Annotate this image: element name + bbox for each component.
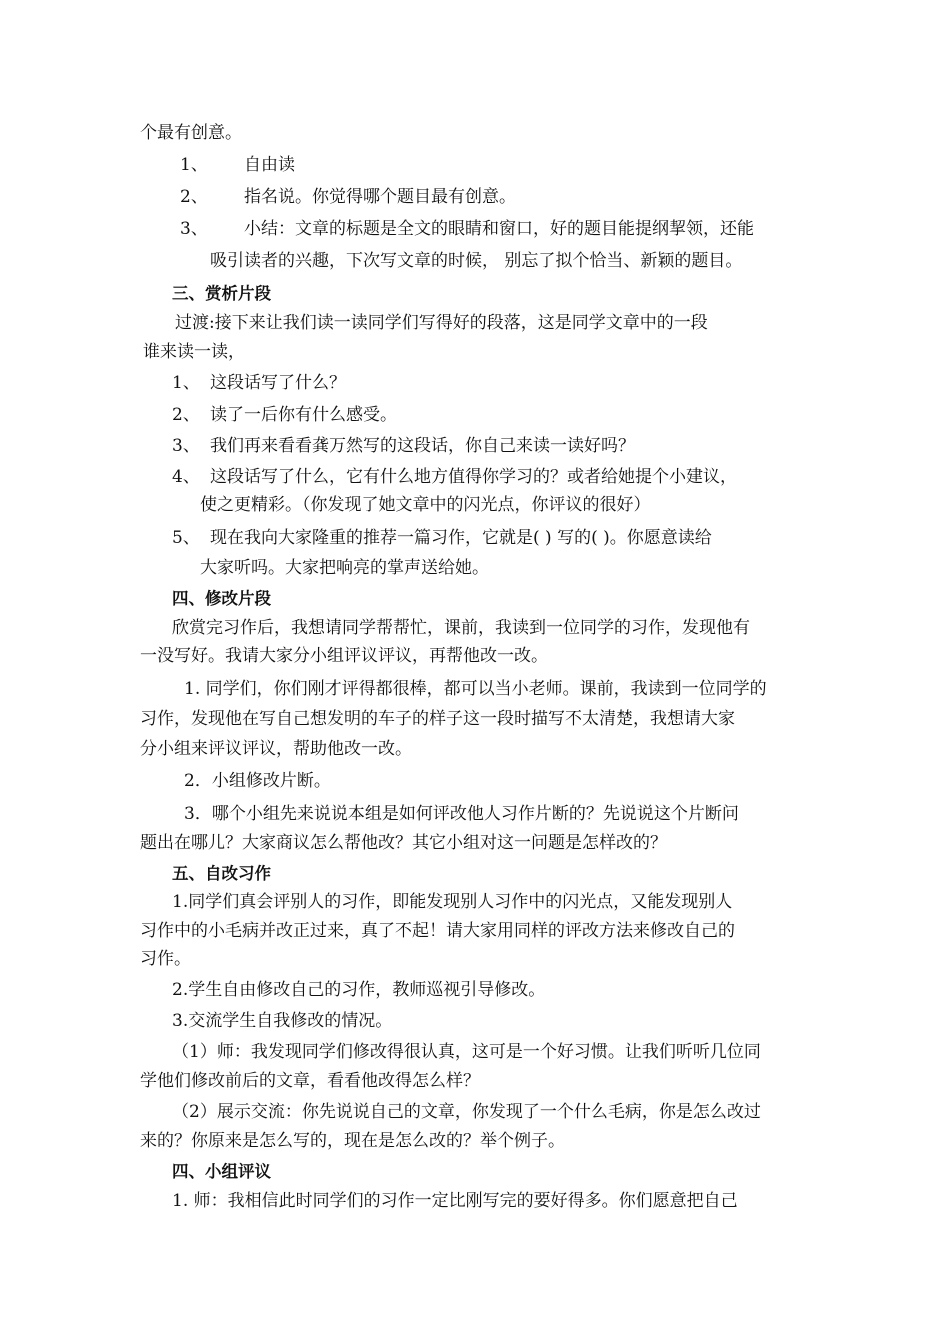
- text-line: 1.同学们真会评别人的习作，即能发现别人习作中的闪光点，又能发现别人: [172, 892, 733, 912]
- list-number: 4、: [172, 467, 200, 487]
- section-heading: 四、修改片段: [172, 589, 271, 608]
- text-line: 谁来读一读，: [143, 342, 245, 362]
- list-item: [172, 527, 712, 549]
- list-text: 现在我向大家隆重的推荐一篇习作，它就是( ) 写的( )。你愿意读给: [210, 528, 712, 548]
- text-line: 习作中的小毛病并改正过来，真了不起！请大家用同样的评改方法来修改自己的: [140, 921, 735, 941]
- list-text: 读了一后你有什么感受。: [210, 405, 397, 425]
- section-heading: 五、自改习作: [172, 864, 271, 883]
- list-item: [180, 186, 516, 208]
- text-line: 2.学生自由修改自己的习作，教师巡视引导修改。: [172, 980, 546, 1000]
- text-line: （2）展示交流：你先说说自己的文章，你发现了一个什么毛病，你是怎么改过: [172, 1102, 761, 1122]
- list-text: 这段话写了什么，它有什么地方值得你学习的？或者给她提个小建议，: [210, 467, 737, 487]
- text-line: 1. 同学们，你们刚才评得都很棒，都可以当小老师。课前，我读到一位同学的: [184, 679, 767, 699]
- text-line: 吸引读者的兴趣，下次写文章的时候， 别忘了拟个恰当、新颖的题目。: [210, 251, 743, 271]
- text-line: 学他们修改前后的文章，看看他改得怎么样？: [140, 1071, 480, 1091]
- list-number: 1、: [172, 373, 200, 393]
- text-line: 2．小组修改片断。: [184, 771, 331, 791]
- text-line: 分小组来评议评议，帮助他改一改。: [140, 739, 412, 759]
- list-text: 我们再来看看龚万然写的这段话，你自己来读一读好吗？: [210, 436, 635, 456]
- text-line: 使之更精彩。（你发现了她文章中的闪光点，你评议的很好）: [200, 495, 651, 515]
- list-item: [180, 218, 754, 240]
- text-line: 3.交流学生自我修改的情况。: [172, 1011, 393, 1031]
- text-line: 来的？你原来是怎么写的，现在是怎么改的？举个例子。: [140, 1131, 565, 1151]
- list-number: 2、: [172, 405, 200, 425]
- list-number: 2、: [180, 187, 208, 207]
- list-text: 指名说。你觉得哪个题目最有创意。: [244, 187, 516, 207]
- text-line: 3．哪个小组先来说说本组是如何评改他人习作片断的？先说说这个片断问: [184, 804, 739, 824]
- text-line: 习作，发现他在写自己想发明的车子的样子这一段时描写不太清楚，我想请大家: [140, 709, 735, 729]
- list-text: 自由读: [244, 155, 295, 175]
- text-line: 个最有创意。: [140, 123, 242, 143]
- text-line: 一没写好。我请大家分小组评议评议，再帮他改一改。: [140, 646, 548, 666]
- list-text: 小结：文章的标题是全文的眼睛和窗口，好的题目能提纲挈领，还能: [244, 219, 754, 239]
- list-item: [172, 372, 346, 394]
- text-line: 过渡:接下来让我们读一读同学们写得好的段落，这是同学文章中的一段: [175, 313, 708, 333]
- list-number: 3、: [172, 436, 200, 456]
- text-line: 习作。: [140, 949, 191, 969]
- list-item: [172, 435, 635, 457]
- text-line: 题出在哪儿？大家商议怎么帮他改？其它小组对这一问题是怎样改的？: [140, 833, 667, 853]
- list-item: [180, 154, 295, 176]
- list-item: [172, 466, 737, 488]
- list-number: 1、: [180, 155, 208, 175]
- list-text: 这段话写了什么？: [210, 373, 346, 393]
- text-line: 大家听吗。大家把响亮的掌声送给她。: [200, 558, 489, 578]
- text-line: （1）师：我发现同学们修改得很认真，这可是一个好习惯。让我们听听几位同: [172, 1042, 761, 1062]
- text-line: 1. 师：我相信此时同学们的习作一定比刚写完的要好得多。你们愿意把自己: [172, 1191, 738, 1211]
- list-number: 5、: [172, 528, 200, 548]
- section-heading: 三、赏析片段: [172, 284, 271, 303]
- text-line: 欣赏完习作后，我想请同学帮帮忙，课前，我读到一位同学的习作，发现他有: [172, 618, 750, 638]
- list-item: [172, 404, 397, 426]
- list-number: 3、: [180, 219, 208, 239]
- section-heading: 四、小组评议: [172, 1162, 271, 1181]
